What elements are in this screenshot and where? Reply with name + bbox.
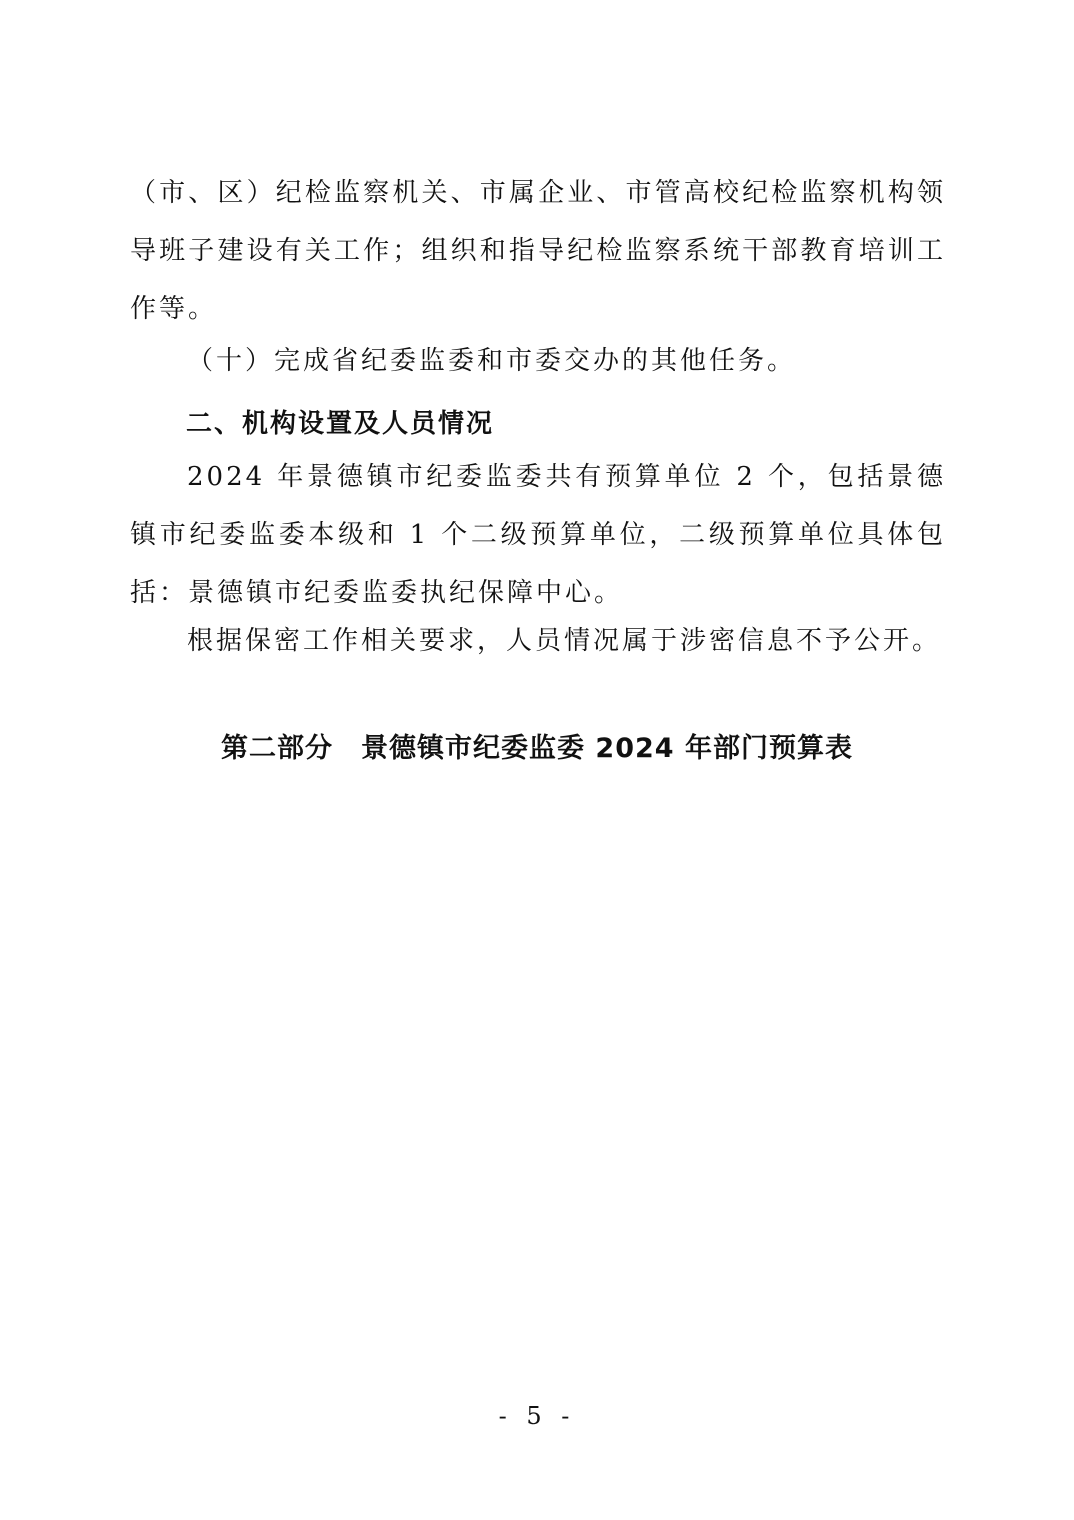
paragraph-continued-duties: （市、区）纪检监察机关、市属企业、市管高校纪检监察机构领导班子建设有关工作；组织和指导纪检监察系统干部教育培训工作等。 [130,178,946,324]
paragraph-item-ten: （十）完成省纪委监委和市委交办的其他任务。 [187,346,797,376]
paragraph-budget-units: 2024 年景德镇市纪委监委共有预算单位 2 个，包括景德镇市纪委监委本级和 1 个二级预算单位，二级预算单位具体包括：景德镇市纪委监委执纪保障中心。 [130,462,946,608]
section-heading: 二、机构设置及人员情况 [186,409,495,439]
part-heading: 第二部分 景德镇市纪委监委 2024 年部门预算表 [221,733,853,764]
page-number: - 5 - [498,1402,576,1430]
paragraph-personnel-confidential: 根据保密工作相关要求，人员情况属于涉密信息不予公开。 [187,626,942,656]
